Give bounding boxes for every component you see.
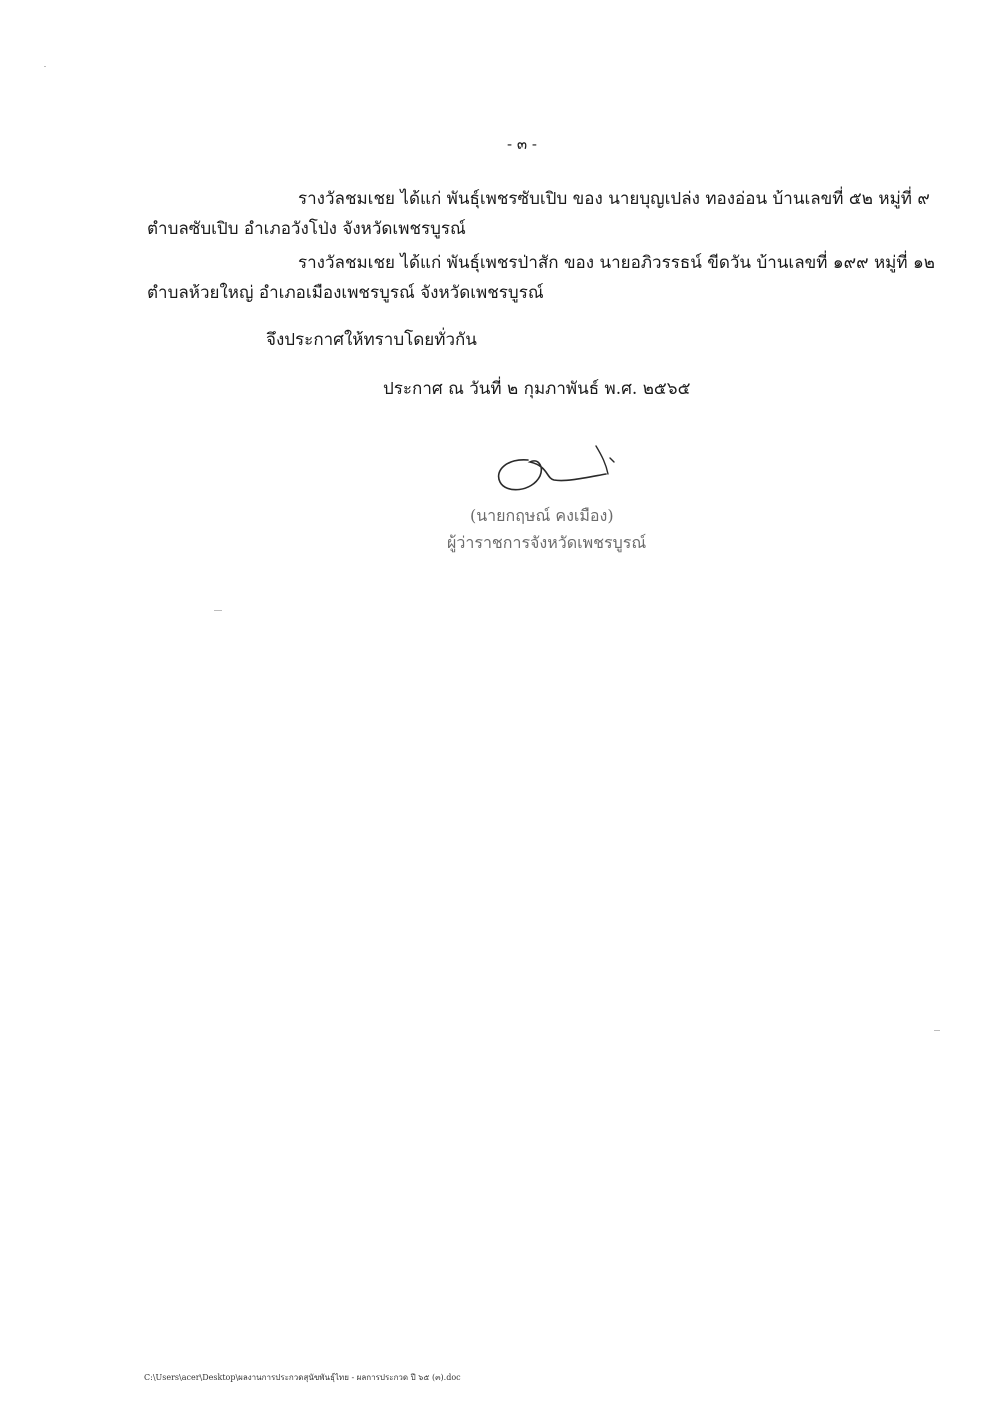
scan-speck bbox=[214, 610, 222, 611]
award-paragraph-1-line-2: ตำบลซับเปิบ อำเภอวังโป่ง จังหวัดเพชรบูรณ์ bbox=[147, 219, 466, 239]
announcement-dateline: ประกาศ ณ วันที่ ๒ กุมภาพันธ์ พ.ศ. ๒๕๖๕ bbox=[383, 379, 691, 399]
award-paragraph-2-line-1: รางวัลชมเชย ได้แก่ พันธุ์เพชรป่าสัก ของ นายอภิวรรธน์ ขีดวัน บ้านเลขที่ ๑๙๙ หมู่ที่ ๑๒ bbox=[298, 253, 935, 273]
footer-file-path: C:\Users\acer\Desktop\ผลงานการประกวดสุนัขพันธุ์ไทย - ผลการประกวด ปี ๖๕ (๓).doc bbox=[144, 1373, 461, 1382]
handwritten-signature bbox=[488, 440, 638, 510]
award-paragraph-1-line-1: รางวัลชมเชย ได้แก่ พันธุ์เพชรซับเปิบ ของ นายบุญเปล่ง ทองอ่อน บ้านเลขที่ ๕๒ หมู่ที่ ๙ bbox=[298, 189, 930, 209]
scan-speck bbox=[44, 66, 46, 67]
page-number: - ๓ - bbox=[507, 135, 537, 153]
signer-title: ผู้ว่าราชการจังหวัดเพชรบูรณ์ bbox=[447, 533, 647, 552]
announcement-line: จึงประกาศให้ทราบโดยทั่วกัน bbox=[266, 330, 477, 350]
signer-name: (นายกฤษณ์ คงเมือง) bbox=[470, 506, 614, 525]
award-paragraph-2-line-2: ตำบลห้วยใหญ่ อำเภอเมืองเพชรบูรณ์ จังหวัดเพชรบูรณ์ bbox=[147, 283, 544, 303]
scan-speck bbox=[934, 1030, 940, 1031]
